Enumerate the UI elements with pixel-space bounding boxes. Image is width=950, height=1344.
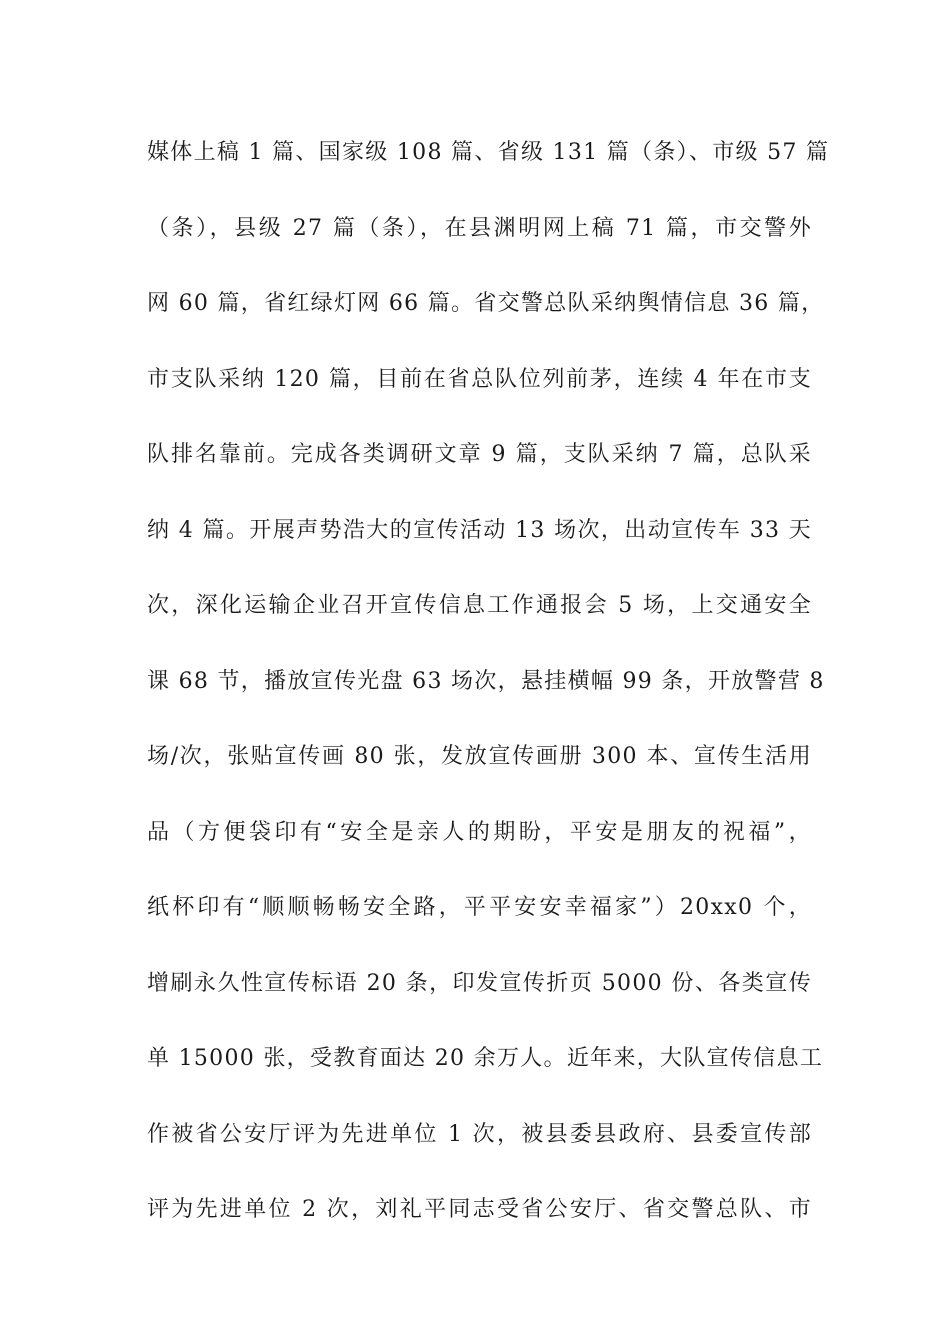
text-line: 纳 4 篇。开展声势浩大的宣传活动 13 场次，出动宣传车 33 天	[147, 517, 812, 543]
text-line: 市支队采纳 120 篇，目前在省总队位列前茅，连续 4 年在市支	[147, 366, 812, 392]
text-line: 次，深化运输企业召开宣传信息工作通报会 5 场，上交通安全	[147, 593, 812, 618]
text-line: 品（方便袋印有“安全是亲人的期盼，平安是朋友的祝福”，	[147, 819, 812, 845]
body-text	[147, 130, 830, 1263]
text-line: 增刷永久性宣传标语 20 条，印发宣传折页 5000 份、各类宣传	[147, 970, 812, 996]
text-line: 评为先进单位 2 次，刘礼平同志受省公安厅、省交警总队、市	[147, 1197, 812, 1222]
text-line: 纸杯印有“顺顺畅畅安全路，平平安安幸福家”）20xx0 个，	[147, 895, 812, 920]
text-line: （条），县级 27 篇（条），在县渊明网上稿 71 篇，市交警外	[147, 215, 812, 241]
text-line: 场/次，张贴宣传画 80 张，发放宣传画册 300 本、宣传生活用	[147, 744, 812, 769]
text-line: 作被省公安厅评为先进单位 1 次，被县委县政府、县委宣传部	[147, 1121, 812, 1147]
text-line: 网 60 篇，省红绿灯网 66 篇。省交警总队采纳舆情信息 36 篇，	[147, 291, 825, 316]
text-line: 课 68 节，播放宣传光盘 63 场次，悬挂横幅 99 条，开放警营 8	[147, 668, 825, 694]
text-line: 媒体上稿 1 篇、国家级 108 篇、省级 131 篇（条）、市级 57 篇	[147, 140, 830, 165]
text-line: 单 15000 张，受教育面达 20 余万人。近年来，大队宣传信息工	[147, 1046, 824, 1071]
text-line: 队排名靠前。完成各类调研文章 9 篇，支队采纳 7 篇，总队采	[147, 442, 812, 467]
